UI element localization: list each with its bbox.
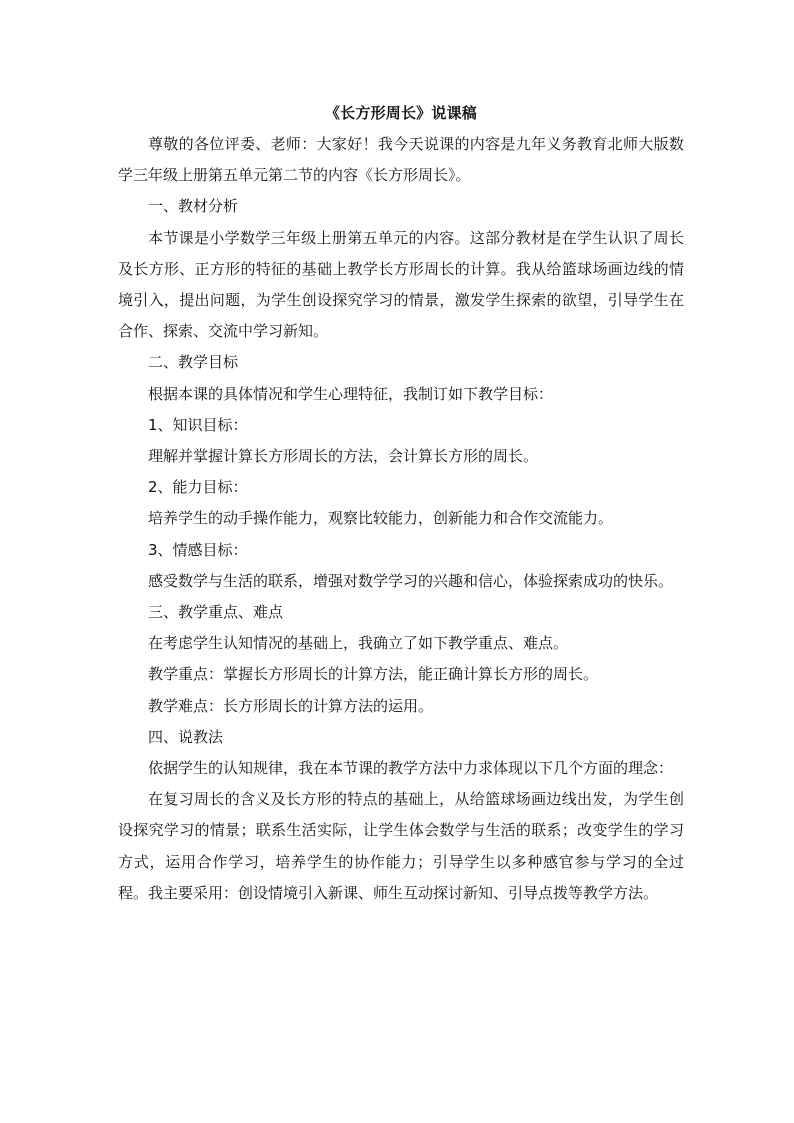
paragraph-greeting: 尊敬的各位评委、老师：大家好！我今天说课的内容是九年义务教育北师大版数学三年级上册第五单元第二节的内容《长方形周长》。 (118, 135, 684, 185)
paragraph-difficult-point: 教学难点：长方形周长的计算方法的运用。 (148, 696, 434, 715)
paragraph-key-point: 教学重点：掌握长方形周长的计算方法，能正确计算长方形的周长。 (148, 665, 599, 684)
paragraph-ability-goal: 培养学生的动手操作能力，观察比较能力，创新能力和合作交流能力。 (148, 509, 614, 528)
paragraph-emotion-goal: 感受数学与生活的联系，增强对数学学习的兴趣和信心，体验探索成功的快乐。 (148, 571, 674, 590)
document-title: 《长方形周长》说课稿 (324, 104, 477, 122)
section-heading-teaching-goals: 二、教学目标 (148, 353, 239, 372)
paragraph-key-points-intro: 在考虑学生认知情况的基础上，我确立了如下教学重点、难点。 (148, 634, 569, 653)
paragraph-method-detail: 在复习周长的含义及长方形的特点的基础上，从给篮球场画边线出发，为学生创设探究学习的情景；联系生活实际，让学生体会数学与生活的联系；改变学生的学习方式，运用合作学习，培养学生的协作能力；引导学生以多种感官参与学习的全过程。我主要采用：创设情境引入新课、师生互动探讨新知、引导点拨等教学方法。 (118, 790, 684, 902)
paragraph-knowledge-goal: 理解并掌握计算长方形周长的方法，会计算长方形的周长。 (148, 447, 539, 466)
section-heading-material-analysis: 一、教材分析 (148, 197, 239, 216)
subheading-knowledge-goal: 1、知识目标： (148, 415, 248, 434)
subheading-ability-goal: 2、能力目标： (148, 478, 248, 497)
subheading-emotion-goal: 3、情感目标： (148, 540, 248, 559)
section-heading-key-points: 三、教学重点、难点 (148, 603, 284, 622)
paragraph-material-analysis: 本节课是小学数学三年级上册第五单元的内容。这部分教材是在学生认识了周长及长方形、正方形的特征的基础上教学长方形周长的计算。我从给篮球场画边线的情境引入，提出问题，为学生创设探究学习的情景，激发学生探索的欲望，引导学生在合作、探索、交流中学习新知。 (118, 228, 684, 341)
paragraph-method-intro: 依据学生的认知规律，我在本节课的教学方法中力求体现以下几个方面的理念： (148, 759, 674, 778)
paragraph-goals-intro: 根据本课的具体情况和学生心理特征，我制订如下教学目标： (148, 384, 554, 403)
section-heading-teaching-method: 四、说教法 (148, 727, 224, 746)
document-body (118, 97, 684, 909)
